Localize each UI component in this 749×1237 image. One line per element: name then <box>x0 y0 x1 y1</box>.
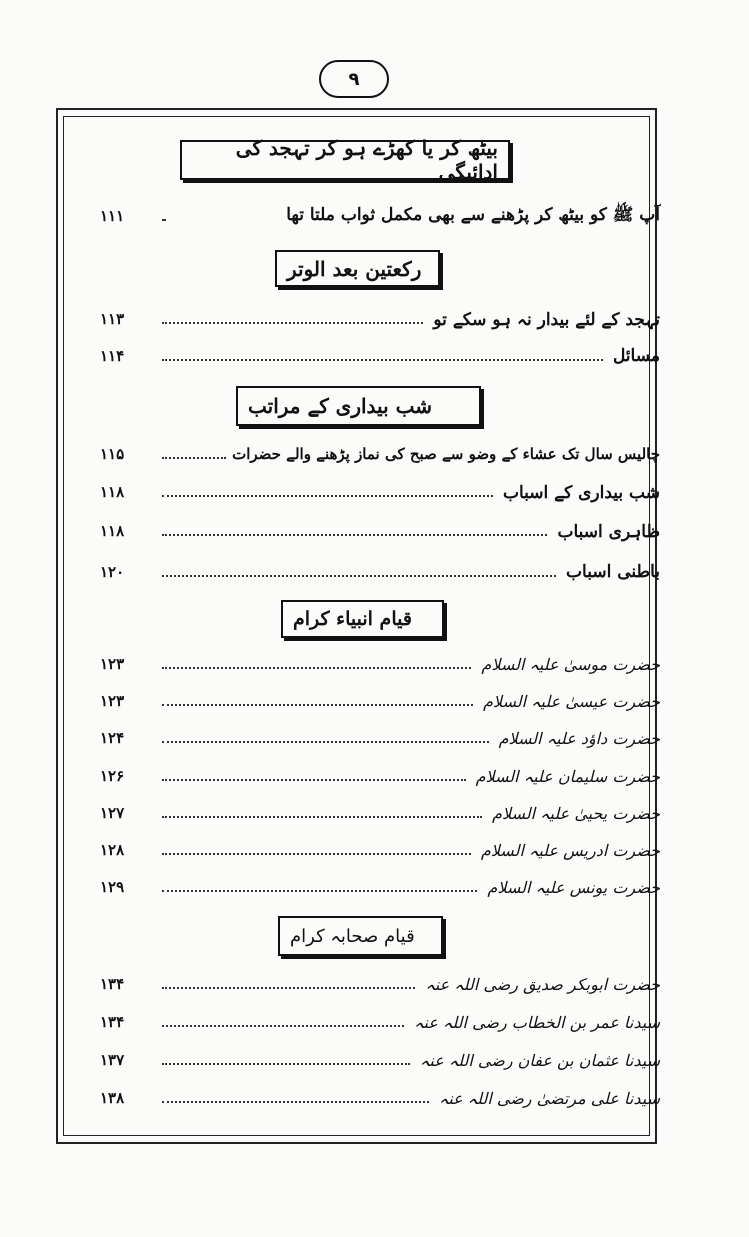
toc-entry[interactable] <box>100 797 660 829</box>
toc-entry[interactable] <box>100 1044 660 1076</box>
toc-title: چالیس سال تک عشاء کے وضو سے صبح کی نماز پڑھنے والے حضرات <box>232 445 660 463</box>
section-heading: بیٹھ کر یا کھڑے ہو کر تہجد کی ادائیگی <box>180 140 510 180</box>
toc-title: سیدنا علی مرتضیٰ رضی اللہ عنہ <box>438 1088 660 1108</box>
toc-entry[interactable] <box>100 1006 660 1038</box>
section-heading: رکعتین بعد الوتر <box>275 250 440 287</box>
toc-title: حضرت موسیٰ علیہ السلام <box>481 654 660 674</box>
toc-page-number: ۱۲۰ <box>100 563 125 581</box>
toc-title: باطنی اسباب <box>566 562 660 582</box>
toc-page-number: ۱۲۹ <box>100 878 125 896</box>
toc-page-number: ۱۲۷ <box>100 804 125 822</box>
section-heading: شب بیداری کے مراتب <box>236 386 481 426</box>
dot-leader <box>162 575 556 577</box>
toc-entry[interactable] <box>100 648 660 680</box>
toc-title: حضرت داؤد علیہ السلام <box>498 728 660 748</box>
dot-leader <box>162 1063 410 1065</box>
toc-entry[interactable] <box>100 1082 660 1114</box>
dot-leader <box>162 1101 429 1103</box>
toc-page-number: ۱۱۴ <box>100 347 125 365</box>
toc-title: سیدنا عمر بن الخطاب رضی اللہ عنہ <box>414 1012 660 1032</box>
toc-entry[interactable] <box>100 340 660 372</box>
toc-title: مسائل <box>612 346 660 366</box>
toc-title: حضرت یونس علیہ السلام <box>487 877 660 897</box>
toc-title: حضرت یحییٰ علیہ السلام <box>492 803 660 823</box>
toc-entry[interactable] <box>100 438 660 470</box>
toc-page-number: ۱۳۴ <box>100 1013 125 1031</box>
toc-title: سیدنا عثمان بن عفان رضی اللہ عنہ <box>419 1050 660 1070</box>
toc-entry[interactable] <box>100 303 660 335</box>
dot-leader <box>162 890 477 892</box>
dot-leader <box>162 359 603 361</box>
toc-entry[interactable] <box>100 968 660 1000</box>
toc-entry[interactable] <box>100 556 660 588</box>
dot-leader <box>162 457 226 459</box>
toc-page-number: ۱۱۳ <box>100 310 125 328</box>
dot-leader <box>162 534 547 536</box>
toc-entry[interactable] <box>100 834 660 866</box>
toc-entry[interactable] <box>100 722 660 754</box>
toc-page-number: ۱۲۶ <box>100 767 125 785</box>
toc-page-number: ۱۳۴ <box>100 975 125 993</box>
toc-page-number: ۱۱۸ <box>100 483 125 501</box>
toc-entry[interactable] <box>100 871 660 903</box>
toc-page-number: ۱۱۵ <box>100 445 125 463</box>
toc-page-number: ۱۱۱ <box>100 207 125 225</box>
page-number: ۹ <box>319 60 389 98</box>
section-heading: قیام صحابہ کرام <box>278 916 443 956</box>
toc-entry[interactable] <box>100 200 660 232</box>
toc-title: ظاہری اسباب <box>557 521 660 542</box>
toc-title: حضرت عیسیٰ علیہ السلام <box>483 691 660 711</box>
toc-title: آپ ﷺ کو بیٹھ کر پڑھنے سے بھی مکمل ثواب ملتا تھا <box>286 204 660 225</box>
toc-page-number: ۱۲۴ <box>100 729 125 747</box>
toc-entry[interactable] <box>100 476 660 508</box>
toc-entry[interactable] <box>100 515 660 547</box>
toc-title: حضرت سلیمان علیہ السلام <box>475 766 660 786</box>
dot-leader <box>162 987 415 989</box>
toc-title: حضرت ادریس علیہ السلام <box>480 840 660 860</box>
dot-leader <box>162 322 423 324</box>
toc-entry[interactable] <box>100 685 660 717</box>
toc-page-number: ۱۳۷ <box>100 1051 125 1069</box>
toc-page-number: ۱۲۳ <box>100 692 125 710</box>
dot-leader <box>162 1025 404 1027</box>
dot-leader <box>162 741 489 743</box>
toc-title: شب بیداری کے اسباب <box>502 482 660 503</box>
dot-leader <box>162 219 166 221</box>
dot-leader <box>162 667 471 669</box>
section-heading: قیام انبیاء کرام <box>281 600 444 638</box>
toc-page-number: ۱۲۸ <box>100 841 125 859</box>
dot-leader <box>162 853 471 855</box>
toc-entry[interactable] <box>100 760 660 792</box>
toc-page-number: ۱۲۳ <box>100 655 125 673</box>
dot-leader <box>162 816 482 818</box>
toc-page-number: ۱۳۸ <box>100 1089 125 1107</box>
dot-leader <box>162 779 466 781</box>
dot-leader <box>162 704 473 706</box>
dot-leader <box>162 495 493 497</box>
toc-page-number: ۱۱۸ <box>100 522 125 540</box>
toc-title: حضرت ابوبکر صدیق رضی اللہ عنہ <box>425 974 660 994</box>
toc-title: تہجد کے لئے بیدار نہ ہو سکے تو <box>433 309 660 330</box>
